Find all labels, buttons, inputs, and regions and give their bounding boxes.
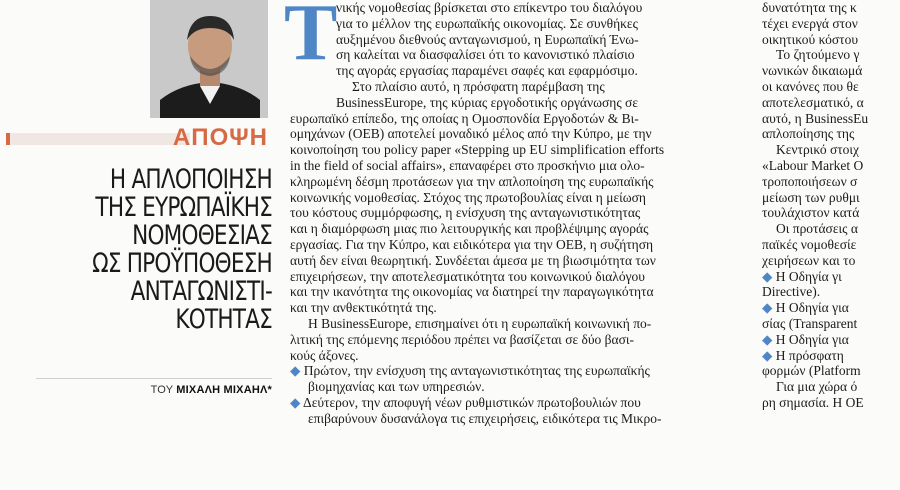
- body-line: κούς άξονες.: [290, 347, 359, 363]
- body-line: in the field of social affairs», επαναφέρει στο προσκήνιο μια ολο-: [290, 157, 645, 173]
- body-line: Για μια χώρα ό: [776, 379, 858, 395]
- headline-line: Η ΑΠΛΟΠΟΙΗΣΗ: [109, 164, 272, 195]
- body-line: και την ικανότητα της οικονομίας να διατηρεί την παραγωγικότητα: [290, 284, 654, 300]
- drop-cap: Τ: [284, 0, 338, 77]
- bullet-line: [290, 363, 750, 379]
- body-line: επιβαρύνουν δυσανάλογα τις επιχειρήσεις, ειδικότερα τις Μικρο-: [308, 410, 662, 426]
- body-line: ρη σημασία. Η ΟΕ: [762, 394, 864, 410]
- body-line: και την ανθεκτικότητά της.: [290, 300, 437, 316]
- body-line: σίας (Transparent: [762, 315, 858, 331]
- opinion-sidebar: [0, 0, 276, 490]
- body-line: και η διαμόρφωση μιας πιο λειτουργικής και προβλέψιμης αγοράς: [290, 221, 649, 237]
- headline-line: ΤΗΣ ΕΥΡΩΠΑΪΚΗΣ: [95, 192, 272, 223]
- bullet-icon: ◆: [762, 300, 776, 316]
- byline-divider: [36, 378, 272, 379]
- body-line: κοινωνικής νομοθεσίας. Στόχος της πρωτοβουλίας είναι η μείωση: [290, 189, 646, 205]
- col1-top-block: [290, 0, 750, 111]
- bullet-icon: ◆: [762, 347, 776, 363]
- bullet-icon: ◆: [762, 268, 776, 284]
- bullet-line: [762, 348, 900, 364]
- body-line: «Labour Market O: [762, 157, 864, 173]
- body-line: επιχειρήσεων, την αποτελεσματικότητα του κοινωνικού διαλόγου: [290, 268, 645, 284]
- bullet-icon: ◆: [762, 331, 776, 347]
- headline-line: ΩΣ ΠΡΟΫΠΟΘΕΣΗ: [92, 248, 272, 279]
- author-portrait-image: [150, 0, 268, 118]
- body-line: για το μέλλον της ευρωπαϊκής οικονομίας. Σε συνθήκες: [336, 15, 638, 31]
- body-line: μείωση των ρυθμι: [762, 189, 860, 205]
- body-line: εργασίας. Για την Κύπρο, και ειδικότερα για την ΟΕΒ, η συζήτηση: [290, 236, 654, 252]
- body-line: απλοποίησης της: [762, 126, 855, 142]
- body-line: βιομηχανίας και των υπηρεσιών.: [308, 379, 485, 395]
- article-column-1: [284, 0, 750, 490]
- bullet-text: Η Οδηγία για: [775, 300, 849, 316]
- body-line: νωνικών δικαιωμά: [762, 63, 863, 79]
- body-line: τουλάχιστον κατά: [762, 205, 860, 221]
- byline: [151, 384, 272, 396]
- body-line: αποτελεσματικό, α: [762, 94, 864, 110]
- body-line: Στο πλαίσιο αυτό, η πρόσφατη παρέμβαση της: [352, 78, 605, 94]
- bullet-text: Η Οδηγία γι: [775, 268, 842, 284]
- byline-prefix: ΤΟΥ: [150, 384, 177, 396]
- bullet-line: [762, 332, 900, 348]
- body-line: τροποποιήσεων σ: [762, 173, 858, 189]
- body-line: οικητικού κόστου: [762, 31, 859, 47]
- body-line: ευρωπαϊκό επίπεδο, της οποίας η Ομοσπονδία Εργοδοτών & Βι-: [290, 110, 639, 126]
- bullet-line: [762, 300, 900, 316]
- body-line: αυτή δεν είναι θεωρητική. Συνδέεται άμεσα με τη βιωσιμότητα των: [290, 252, 656, 268]
- author-photo: [150, 0, 268, 118]
- body-line: νικής νομοθεσίας βρίσκεται στο επίκεντρο του διαλόγου: [336, 0, 643, 15]
- body-line: παϊκές νομοθεσίε: [762, 236, 857, 252]
- body-line: της αγοράς εργασίας παραμένει σαφές και εφαρμόσιμο.: [336, 63, 638, 79]
- bullet-text: Πρώτον, την ενίσχυση της ανταγωνιστικότητας της ευρωπαϊκής: [303, 363, 650, 379]
- label-accent: [6, 133, 190, 145]
- section-label-bar: [0, 125, 272, 151]
- bullet-icon: ◆: [290, 363, 304, 379]
- author-name: ΜΙΧΑΛΗ ΜΙΧΑΗΛ*: [176, 384, 272, 396]
- bullet-line: [762, 269, 900, 285]
- body-line: Οι προτάσεις α: [776, 221, 858, 237]
- body-line: Directive).: [762, 284, 821, 300]
- body-line: λιτική της επόμενης περιόδου πρέπει να βασίζεται σε δύο βασι-: [290, 331, 635, 347]
- body-line: δυνατότητα της κ: [762, 0, 857, 15]
- body-line: του κόστους συμμόρφωσης, η ενίσχυση της ανταγωνιστικότητας: [290, 205, 641, 221]
- headline-line: ΑΝΤΑΓΩΝΙΣΤΙ-: [130, 276, 272, 307]
- bullet-text: Η πρόσφατη: [775, 347, 844, 363]
- body-line: φορμών (Platform: [762, 363, 861, 379]
- col1-main-block: [290, 111, 750, 427]
- body-line: κοινοποίηση του policy paper «Stepping up EU simplification efforts: [290, 142, 665, 158]
- body-line: αυτό, η BusinessEu: [762, 110, 869, 126]
- bullet-icon: ◆: [290, 394, 304, 410]
- body-line: τέχει ενεργά στον: [762, 15, 858, 31]
- body-line: Η BusinessEurope, επισημαίνει ότι η ευρωπαϊκή κοινωνική πο-: [308, 315, 652, 331]
- body-line: Το ζητούμενο γ: [776, 47, 860, 63]
- body-line: ομηχάνων (ΟΕΒ) αποτελεί μοναδικό μέλος από την Κύπρο, με την: [290, 126, 652, 142]
- bullet-text: Δεύτερον, την αποφυγή νέων ρυθμιστικών πρωτοβουλιών που: [303, 394, 641, 410]
- section-label: ΑΠΟΨΗ: [172, 124, 268, 151]
- article-headline: [58, 166, 272, 334]
- body-line: Κεντρικό στοιχ: [776, 142, 860, 158]
- bullet-text: Η Οδηγία για: [775, 331, 849, 347]
- body-line: BusinessEurope, της κύριας εργοδοτικής οργάνωσης σε: [336, 94, 638, 110]
- body-line: οι κανόνες που θε: [762, 78, 859, 94]
- body-line: κληρωμένη δέσμη προτάσεων για την απλοποίηση της ευρωπαϊκής: [290, 173, 654, 189]
- bullet-line: [290, 395, 750, 411]
- body-line: αυξημένου διεθνούς ανταγωνισμού, η Ευρωπαϊκή Ένω-: [336, 31, 639, 47]
- body-line: χειρήσεων και το: [762, 252, 856, 268]
- article-column-2: [762, 0, 900, 490]
- body-line: ση καλείται να διασφαλίσει ότι το κανονιστικό πλαίσιο: [336, 47, 635, 63]
- headline-line: ΝΟΜΟΘΕΣΙΑΣ: [132, 220, 272, 251]
- headline-line: ΚΟΤΗΤΑΣ: [175, 304, 272, 335]
